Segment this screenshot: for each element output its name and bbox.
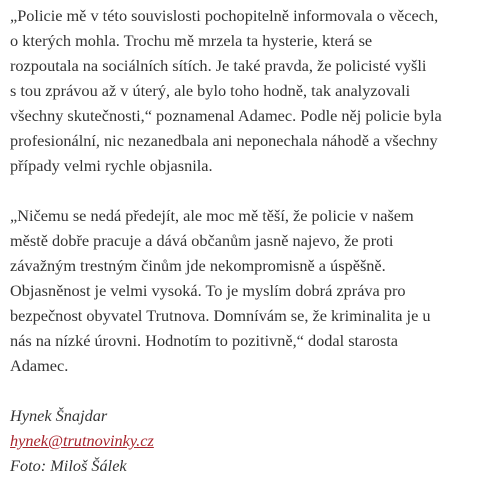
quote-paragraph-2 (10, 203, 484, 378)
photo-credit: Foto: Miloš Šálek (10, 456, 127, 475)
paragraph-line: „Policie mě v této souvislosti pochopitelně informovala o věcech, (10, 6, 439, 25)
paragraph-line: nás na nízké úrovni. Hodnotím to pozitivně,“ dodal starosta (10, 331, 398, 350)
author-name: Hynek Šnajdar (10, 406, 108, 425)
paragraph-line: o kterých mohla. Trochu mě mrzela ta hysterie, která se (10, 31, 373, 50)
paragraph-line: s tou zprávou až v úterý, ale bylo toho hodně, tak analyzovali (10, 81, 411, 100)
article-body (10, 3, 484, 478)
paragraph-line: Objasněnost je velmi vysoká. To je myslím dobrá zpráva pro (10, 281, 406, 300)
paragraph-line: bezpečnost obyvatel Trutnova. Domnívám se, že kriminalita je u (10, 306, 431, 325)
paragraph-line: „Ničemu se nedá předejít, ale moc mě těší, že policie v našem (10, 206, 414, 225)
author-email-link[interactable]: hynek@trutnovinky.cz (10, 431, 154, 450)
paragraph-line: všechny skutečnosti,“ poznamenal Adamec. Podle něj policie byla (10, 106, 442, 125)
paragraph-line: závažným trestným činům jde nekompromisně a úspěšně. (10, 256, 386, 275)
quote-paragraph-1 (10, 3, 484, 178)
paragraph-line: případy velmi rychle objasnila. (10, 156, 213, 175)
paragraph-line: Adamec. (10, 356, 69, 375)
paragraph-line: městě dobře pracuje a dává občanům jasně najevo, že proti (10, 231, 394, 250)
author-byline (10, 403, 484, 478)
paragraph-line: profesionální, nic nezanedbala ani neponechala náhodě a všechny (10, 131, 438, 150)
paragraph-line: rozpoutala na sociálních sítích. Je také pravda, že policisté vyšli (10, 56, 427, 75)
